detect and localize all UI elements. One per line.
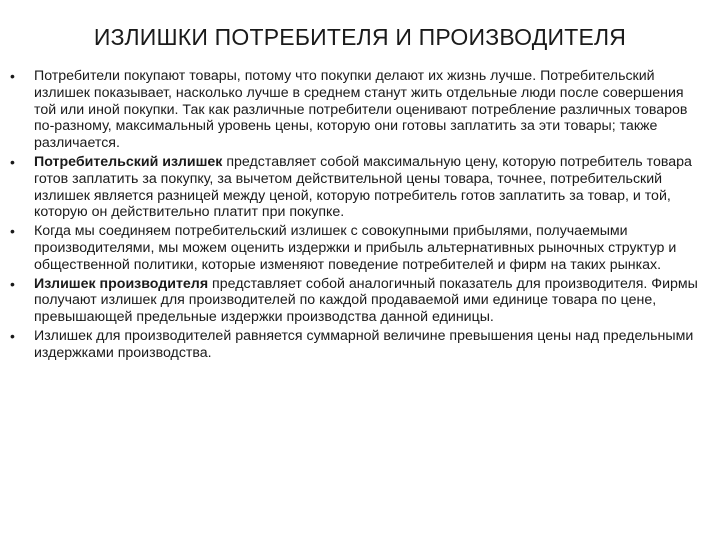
list-item bbox=[10, 154, 700, 221]
term-producer-surplus: Излишек производителя bbox=[34, 275, 209, 292]
item-text: представляет собой максимальную цену, которую потребитель товара готов заплатить за покупку, за вычетом действительной цены товара, точнее, потребительский излишек является разницей между ценой, которую потребитель готов заплатить за товар, и той, которую он действительно платит при покупке. bbox=[34, 153, 692, 221]
bullet-icon: • bbox=[10, 68, 15, 84]
list-item bbox=[10, 223, 700, 273]
bullet-icon: • bbox=[10, 223, 15, 240]
item-text: представляет собой аналогичный показатель для производителя. Фирмы получают излишек для производителей по каждой продаваемой ими единице товара по цене, превышающей предельные издержки производства данной единицы. bbox=[34, 275, 698, 326]
list-item bbox=[10, 68, 700, 152]
term-consumer-surplus: Потребительский излишек bbox=[34, 153, 223, 170]
item-text: Излишек для производителей равняется суммарной величине превышения цены над предельными издержками производства. bbox=[34, 327, 694, 361]
bullet-icon: • bbox=[10, 327, 15, 344]
bullet-icon: • bbox=[10, 153, 15, 170]
list-item bbox=[10, 276, 700, 326]
bullet-icon: • bbox=[10, 275, 15, 292]
item-text: Потребители покупают товары, потому что покупки делают их жизнь лучше. Потребительский излишек показывает, насколько лучше в среднем станут жить отдельные люди после совершения той или иной покупки. Так как различные потребители оценивают потребление различных товаров по-разному, максимальный уровень цены, которую они готовы заплатить за эти товары; также различается. bbox=[34, 68, 688, 152]
bullet-list bbox=[10, 68, 700, 364]
page-title: ИЗЛИШКИ ПОТРЕБИТЕЛЯ И ПРОИЗВОДИТЕЛЯ bbox=[93, 24, 627, 50]
item-text: Когда мы соединяем потребительский излишек с совокупными прибылями, получаемыми производителями, мы можем оценить издержки и прибыль альтернативных рыночных структур и общественной политики, которые изменяют поведение потребителей и фирм на таких рынках. bbox=[34, 223, 677, 273]
list-item bbox=[10, 328, 700, 362]
